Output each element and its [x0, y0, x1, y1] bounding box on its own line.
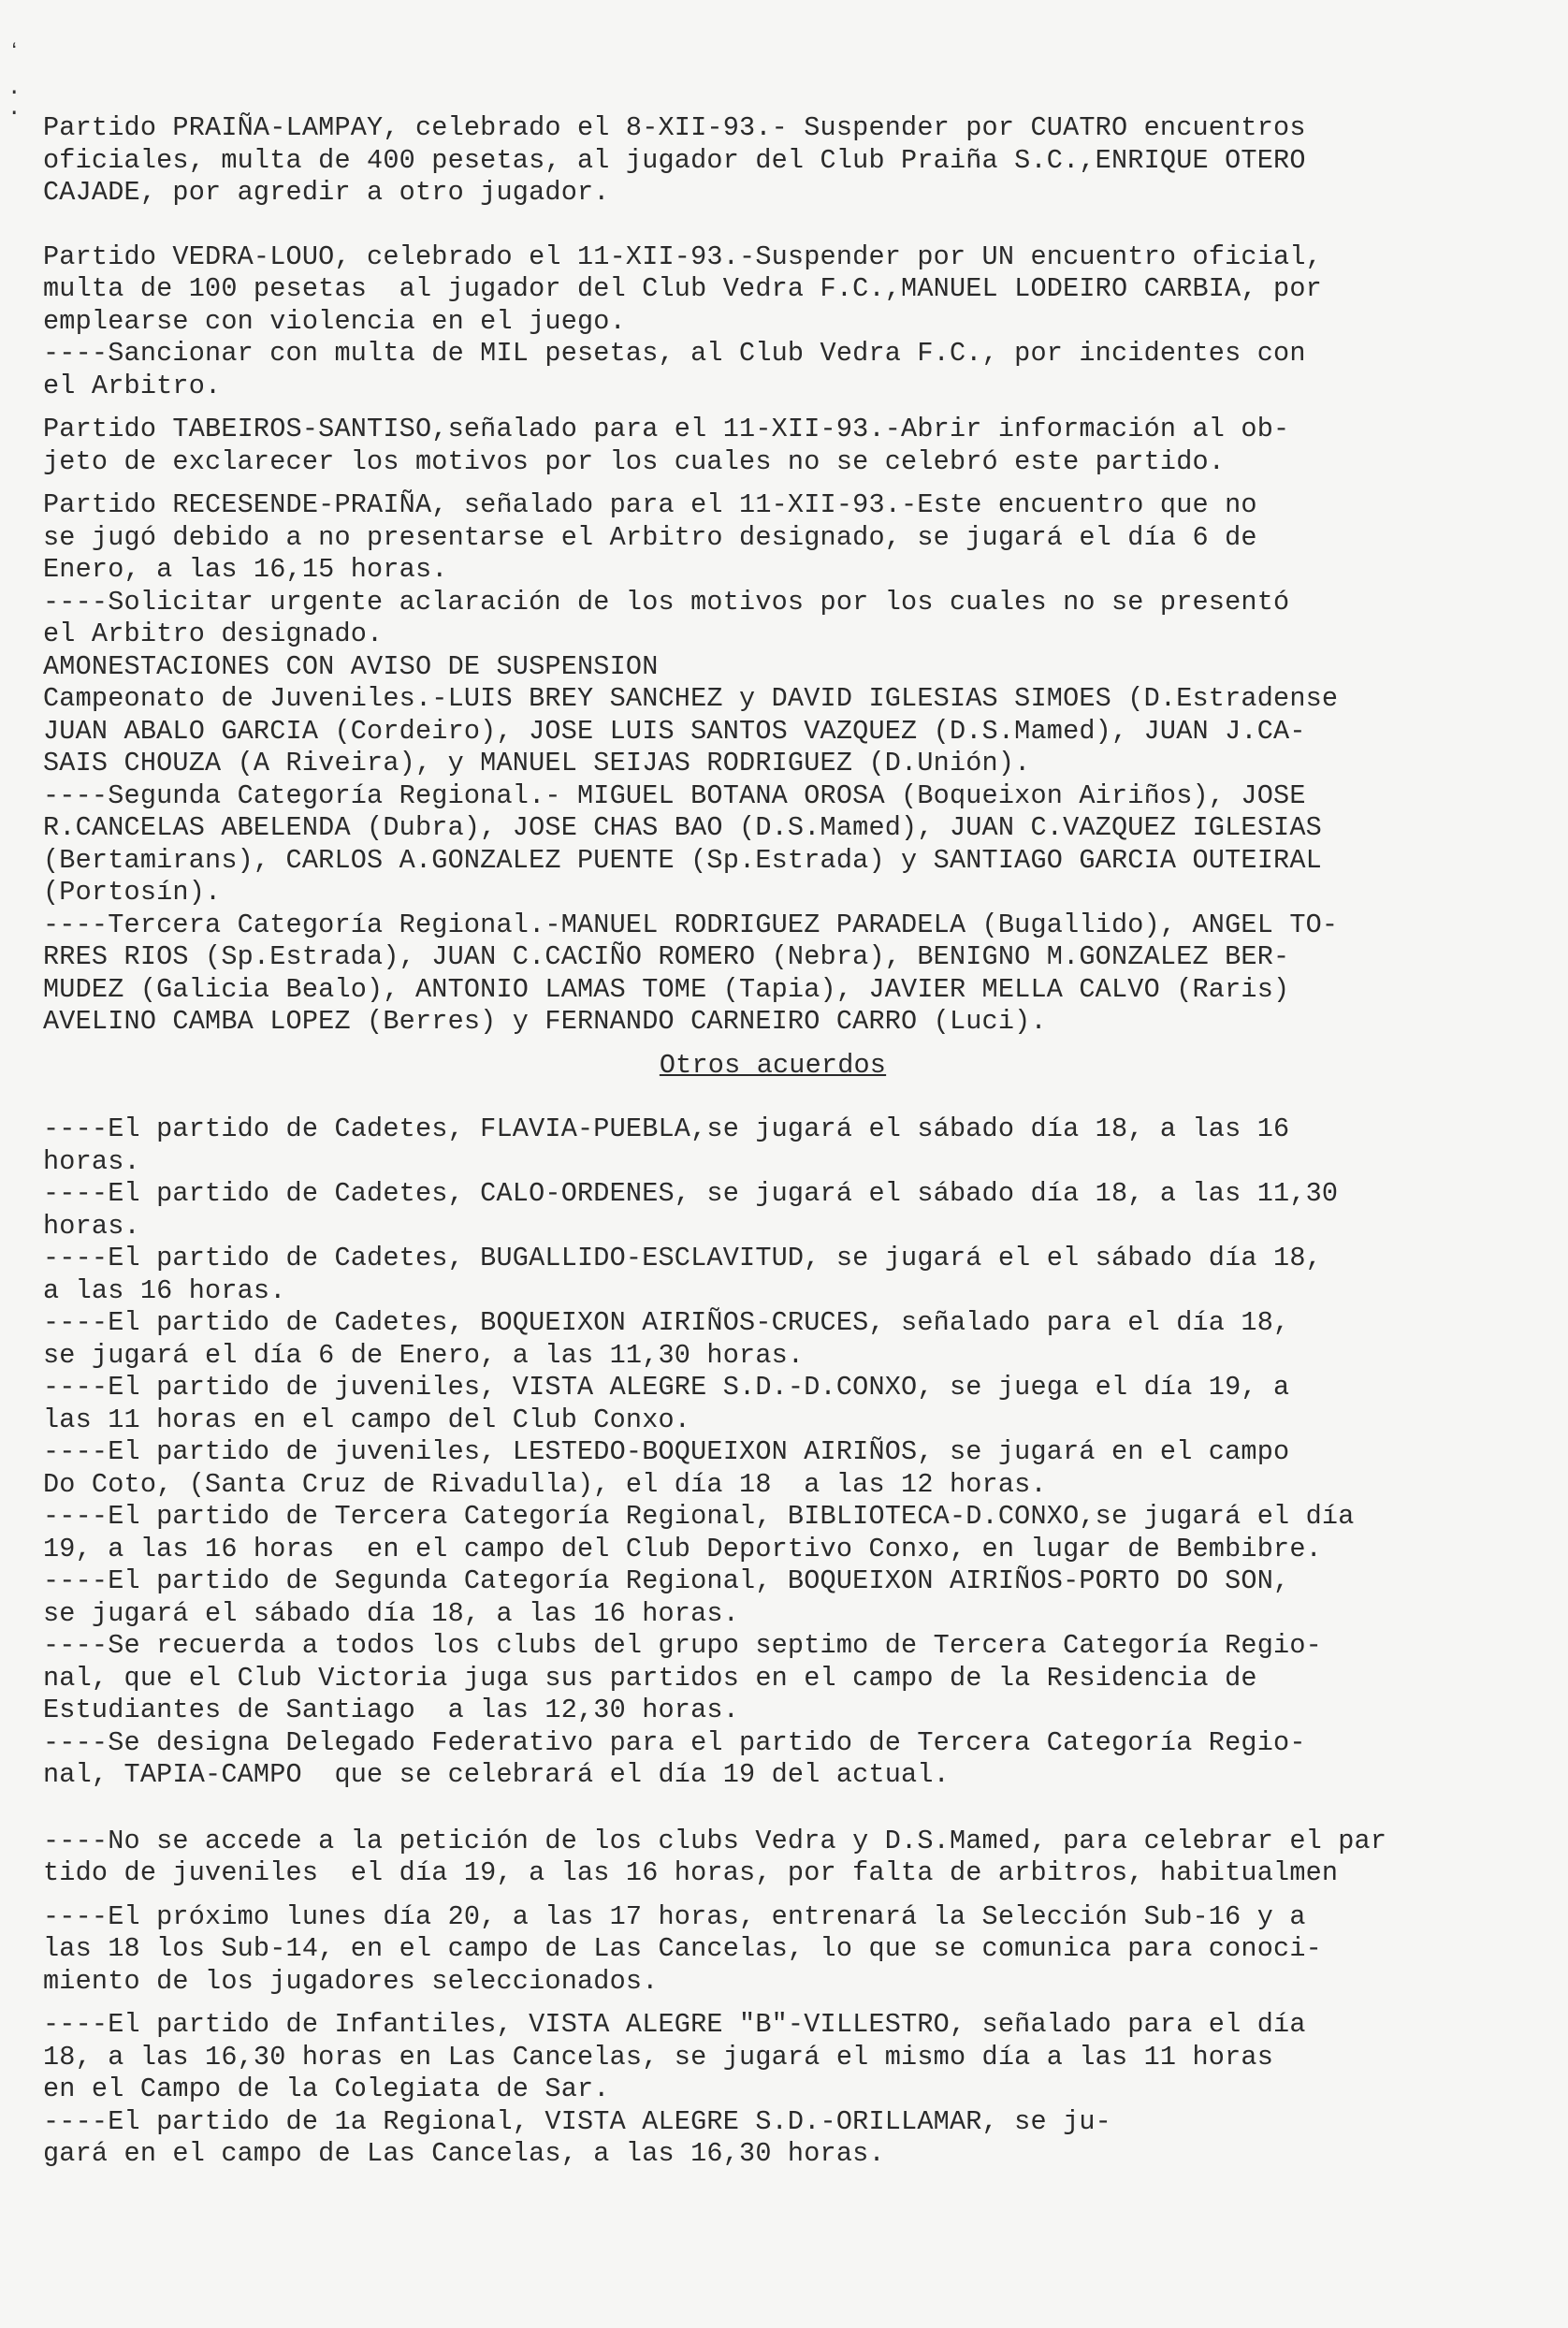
paragraph-vedra-louo: Partido VEDRA-LOUO, celebrado el 11-XII-93.-Suspender por UN encuentro oficial, multa de 100 pesetas al jugador del Club Vedra F.C.,MANUEL LODEIRO CARBIA, por emplearse con violencia en el juego. ----Sancionar con multa de MIL pesetas, al Club Vedra F.C., por incidentes con el Arbitro.	[43, 240, 1322, 401]
paragraph-amonestaciones: AMONESTACIONES CON AVISO DE SUSPENSION Campeonato de Juveniles.-LUIS BREY SANCHEZ y DAVID IGLESIAS SIMOES (D.Estradense JUAN ABALO GARCIA (Cordeiro), JOSE LUIS SANTOS VAZQUEZ (D.S.Mamed), JUAN J.CA- SAIS CHOUZA (A Riveira), y MANUEL SEIJAS RODRIGUEZ (D.Unión). ----Segunda Categoría Regional.- MIGUEL BOTANA OROSA (Boqueixon Airiños), JOSE R.CANCELAS ABELENDA (Dubra), JOSE CHAS BAO (D.S.Mamed), JUAN C.VAZQUEZ IGLESIAS (Bertamirans), CARLOS A.GONZALEZ PUENTE (Sp.Estrada) y SANTIAGO GARCIA OUTEIRAL (Portosín). ----Tercera Categoría Regional.-MANUEL RODRIGUEZ PARADELA (Bugallido), ANGEL TO- RRES RIOS (Sp.Estrada), JUAN C.CACIÑO ROMERO (Nebra), BENIGNO M.GONZALEZ BER- MUDEZ (Galicia Bealo), ANTONIO LAMAS TOME (Tapia), JAVIER MELLA CALVO (Raris) AVELINO CAMBA LOPEZ (Berres) y FERNANDO CARNEIRO CARRO (Luci).	[43, 650, 1339, 1037]
paragraph-praina-lampay: Partido PRAIÑA-LAMPAY, celebrado el 8-XII-93.- Suspender por CUATRO encuentros oficiales, multa de 400 pesetas, al jugador del Club Praiña S.C.,ENRIQUE OTERO CAJADE, por agredir a otro jugador.	[43, 112, 1306, 208]
paragraph-seleccion-sub16: ----El próximo lunes día 20, a las 17 horas, entrenará la Selección Sub-16 y a las 18 los Sub-14, en el campo de Las Cancelas, lo que se comunica para conoci- miento de los jugadores seleccionados.	[43, 1900, 1322, 1997]
paragraph-acuerdos-partidos: ----El partido de Cadetes, FLAVIA-PUEBLA,se jugará el sábado día 18, a las 16 horas. ----El partido de Cadetes, CALO-ORDENES, se jugará el sábado día 18, a las 11,30 horas. ----El partido de Cadetes, BUGALLIDO-ESCLAVITUD, se jugará el el sábado día 18, a las 16 horas. ----El partido de Cadetes, BOQUEIXON AIRIÑOS-CRUCES, señalado para el día 18, se jugará el día 6 de Enero, a las 11,30 horas. ----El partido de juveniles, VISTA ALEGRE S.D.-D.CONXO, se juega el día 19, a las 11 horas en el campo del Club Conxo. ----El partido de juveniles, LESTEDO-BOQUEIXON AIRIÑOS, se jugará en el campo Do Coto, (Santa Cruz de Rivadulla), el día 18 a las 12 horas. ----El partido de Tercera Categoría Regional, BIBLIOTECA-D.CONXO,se jugará el día 19, a las 16 horas en el campo del Club Deportivo Conxo, en lugar de Bembibre. ----El partido de Segunda Categoría Regional, BOQUEIXON AIRIÑOS-PORTO DO SON, se jugará el sábado día 18, a las 16 horas. ----Se recuerda a todos los clubs del grupo septimo de Tercera Categoría Regio- nal, que el Club Victoria juga sus partidos en el campo de la Residencia de Estudiantes de Santiago a las 12,30 horas. ----Se designa Delegado Federativo para el partido de Tercera Categoría Regio- nal, TAPIA-CAMPO que se celebrará el día 19 del actual.	[43, 1113, 1355, 1790]
section-heading-otros-acuerdos: Otros acuerdos	[659, 1049, 887, 1081]
margin-mark: ·	[7, 101, 22, 126]
paragraph-peticion-vedra: ----No se accede a la petición de los clubs Vedra y D.S.Mamed, para celebrar el par tido de juveniles el día 19, a las 16 horas, por falta de arbitros, habitualmen	[43, 1825, 1387, 1888]
paragraph-recesende-praina: Partido RECESENDE-PRAIÑA, señalado para el 11-XII-93.-Este encuentro que no se jugó debido a no presentarse el Arbitro designado, se jugará el día 6 de Enero, a las 16,15 horas. ----Solicitar urgente aclaración de los motivos por los cuales no se presentó el Arbitro designado.	[43, 489, 1290, 649]
paragraph-tabeiros-santiso: Partido TABEIROS-SANTISO,señalado para el 11-XII-93.-Abrir información al ob- jeto de exclarecer los motivos por los cuales no se celebró este partido.	[43, 414, 1290, 477]
margin-mark: ·	[7, 80, 22, 106]
margin-mark: ʻ	[7, 41, 22, 66]
document-body	[43, 112, 1540, 2171]
paragraph-infantiles-vista-alegre: ----El partido de Infantiles, VISTA ALEGRE "B"-VILLESTRO, señalado para el día 18, a las 16,30 horas en Las Cancelas, se jugará el mismo día a las 11 horas en el Campo de la Colegiata de Sar. ----El partido de 1a Regional, VISTA ALEGRE S.D.-ORILLAMAR, se ju- gará en el campo de Las Cancelas, a las 16,30 horas.	[43, 2009, 1306, 2169]
